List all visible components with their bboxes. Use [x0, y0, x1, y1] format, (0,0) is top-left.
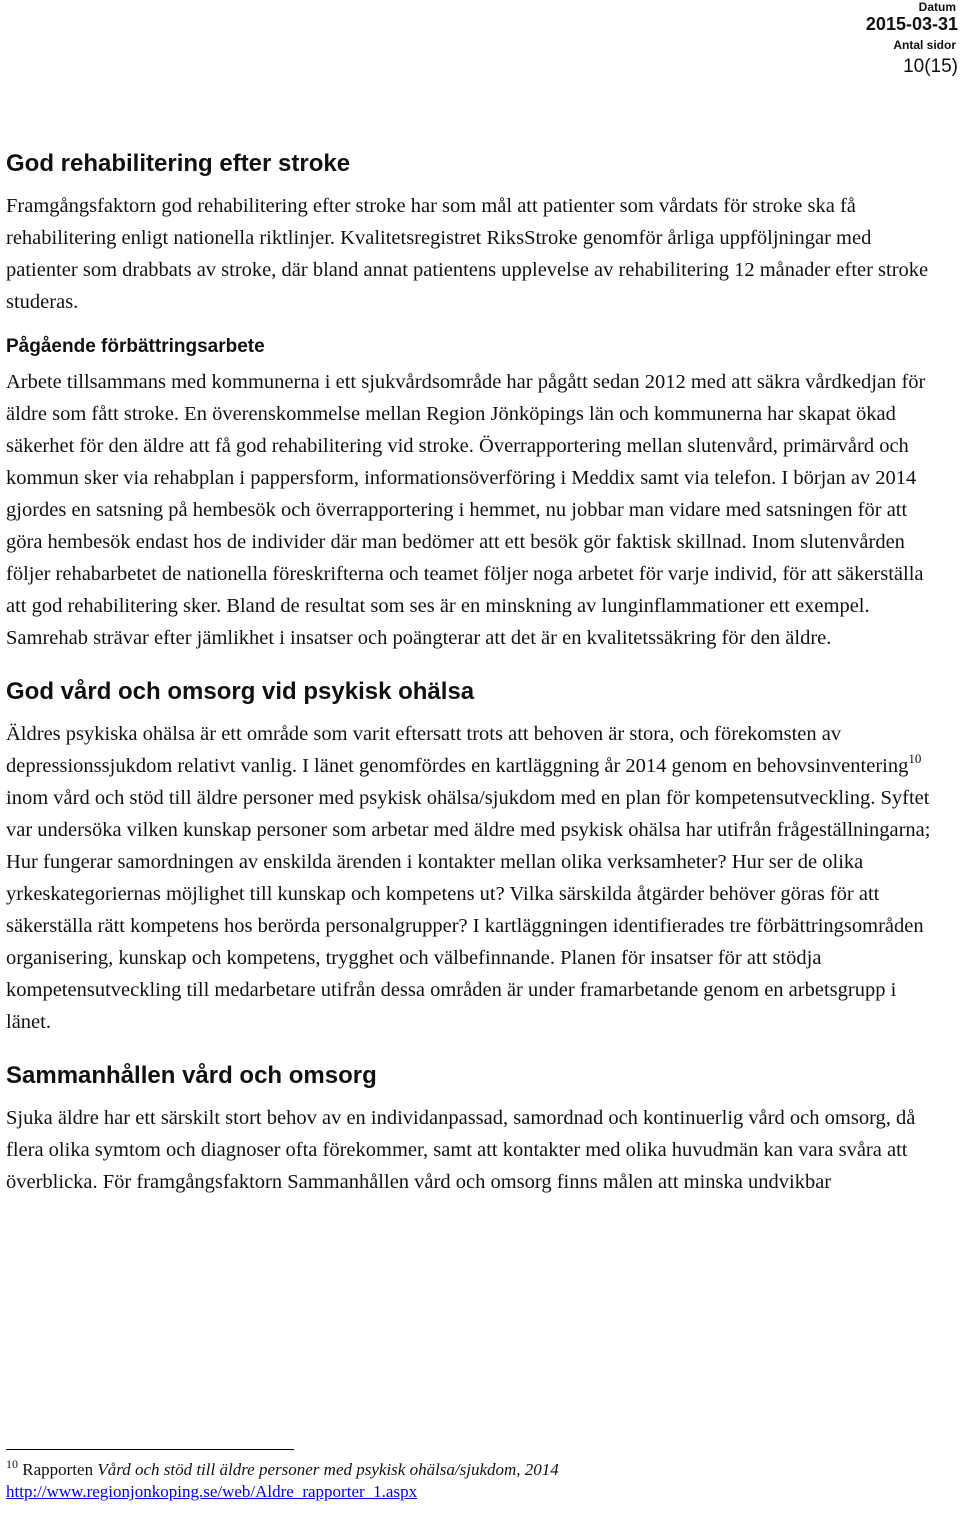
date-label: Datum: [918, 0, 956, 14]
paragraph-text: Äldres psykiska ohälsa är ett område som varit eftersatt trots att behoven är stora, och förekomsten av depressionssjukdom relativt vanlig. I länet genomfördes en kartläggning år 2014 genom en behovsinventering: [6, 723, 909, 777]
footnote-report-title: Vård och stöd till äldre personer med psykisk ohälsa/sjukdom, 2014: [97, 1460, 559, 1479]
footnote-divider: [6, 1449, 294, 1450]
section-heading: God vård och omsorg vid psykisk ohälsa: [6, 678, 475, 705]
document-date: 2015-03-31: [865, 14, 958, 34]
body-paragraph: Sjuka äldre har ett särskilt stort behov av en individanpassad, samordnad och kontinuerlig vård och omsorg, då flera olika symtom och diagnoser ofta förekommer, samt att kontakter med olika huvudmän kan vara svåra att överblicka. För framgångsfaktorn Sammanhållen vård och omsorg finns målen att minska undvikbar: [6, 1107, 916, 1193]
footnote-reference[interactable]: 10: [908, 751, 922, 766]
footnote-text: [6, 1459, 946, 1481]
subsection-heading: Pågående förbättringsarbete: [6, 336, 265, 357]
footnote: [6, 1459, 946, 1503]
footnote-prefix: Rapporten: [18, 1460, 98, 1479]
section-psykisk-ohalsa: [6, 676, 946, 1038]
section-sammanhallen-vard: [6, 1060, 946, 1198]
footnote-link[interactable]: http://www.regionjonkoping.se/web/Aldre_rapporter_1.aspx: [6, 1482, 418, 1501]
body-paragraph: [6, 718, 946, 1038]
section-heading: Sammanhållen vård och omsorg: [6, 1062, 377, 1089]
page-count: 10(15): [903, 56, 958, 77]
section-forbattringsarbete: [6, 334, 946, 654]
body-paragraph: Arbete tillsammans med kommunerna i ett sjukvårdsområde har pågått sedan 2012 med att säkra vårdkedjan för äldre som fått stroke. En överenskommelse mellan Region Jönköpings län och kommunerna har skapat ökad säkerhet för den äldre att få god rehabilitering vid stroke. Överrapportering mellan slutenvård, primärvård och kommun sker via rehabplan i pappersform, informationsöverföring i Meddix samt via telefon. I början av 2014 gjordes en satsning på hembesök och överrapportering i hemmet, nu jobbar man vidare med satsningen för att göra hembesök endast hos de individer där man bedömer att ett besök gör faktisk skillnad. Inom slutenvården följer rehabarbetet de nationella föreskrifterna och teamet följer noga arbetet för varje individ, för att säkerställa att god rehabilitering sker. Bland de resultat som ses är en minskning av lunginflammationer ett exempel. Samrehab strävar efter jämlikhet i insatser och poängterar att det är en kvalitetssäkring för den äldre.: [6, 371, 926, 649]
body-paragraph: Framgångsfaktorn god rehabilitering efter stroke har som mål att patienter som vårdats för stroke ska få rehabilitering enligt nationella riktlinjer. Kvalitetsregistret RiksStroke genomför årliga uppföljningar med patienter som drabbats av stroke, där bland annat patientens upplevelse av rehabilitering 12 månader efter stroke studeras.: [6, 195, 929, 313]
section-rehabilitering: [6, 148, 946, 318]
paragraph-text: inom vård och stöd till äldre personer med psykisk ohälsa/sjukdom med en plan för kompetensutveckling. Syftet var undersöka vilken kunskap personer som arbetar med äldre med psykisk ohälsa har utifrån frågeställningarna; Hur fungerar samordningen av enskilda ärenden i kontakter mellan olika verksamheter? Hur ser de olika yrkeskategoriernas möjlighet till kunskap och kompetens ut? Vilka särskilda åtgärder behöver göras för att säkerställa rätt kompetens hos berörda personalgrupper? I kartläggningen identifierades tre förbättringsområden organisering, kunskap och kompetens, trygghet och välbefinnande. Planen för insatser för att stödja kompetensutveckling till medarbetare utifrån dessa områden är under framarbetande genom en arbetsgrupp i länet.: [6, 787, 931, 1033]
section-heading: God rehabilitering efter stroke: [6, 150, 351, 177]
document-body: [6, 148, 946, 1198]
footnote-number: 10: [6, 1457, 18, 1471]
page-count-label: Antal sidor: [893, 38, 956, 52]
